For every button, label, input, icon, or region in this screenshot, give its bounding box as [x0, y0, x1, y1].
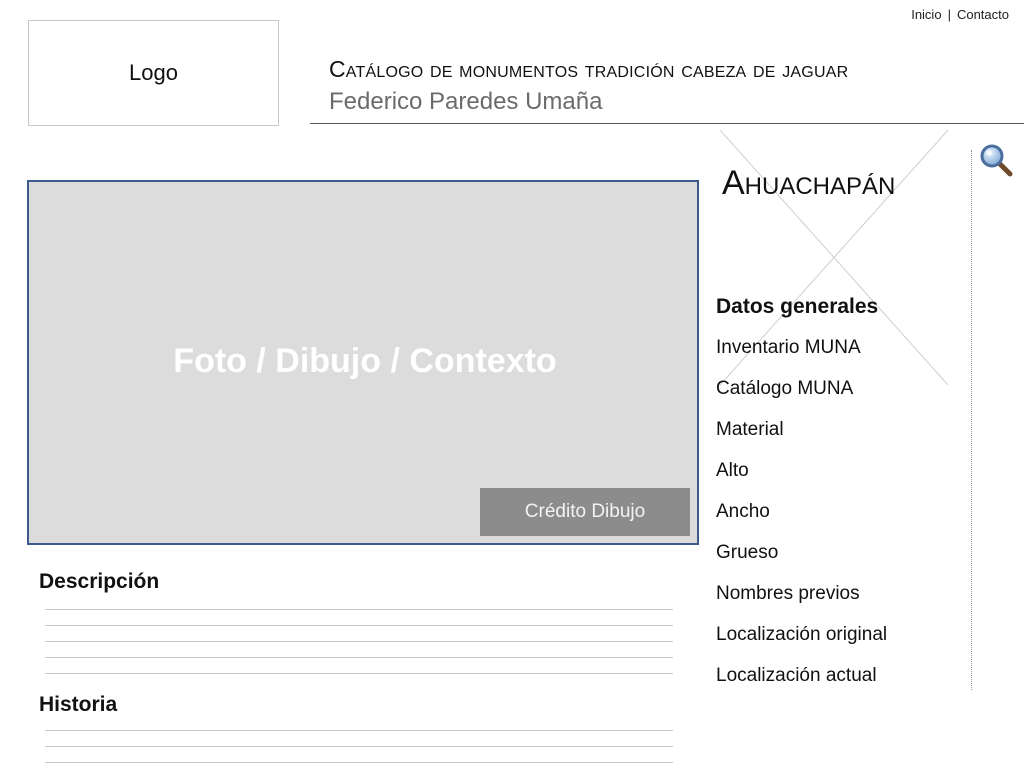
general-data-list: [716, 334, 887, 703]
text-line: [45, 626, 673, 642]
text-line: [45, 594, 673, 610]
field-catalogo-muna: Catálogo MUNA: [716, 378, 854, 399]
field-ancho: Ancho: [716, 501, 770, 522]
field-grueso: Grueso: [716, 542, 779, 563]
field-localizacion-original: Localización original: [716, 624, 888, 645]
text-line: [45, 642, 673, 658]
text-line: [45, 658, 673, 674]
field-localizacion-actual: Localización actual: [716, 665, 877, 686]
text-line: [45, 715, 673, 731]
logo[interactable]: [28, 20, 279, 126]
credit-button[interactable]: Crédito Dibujo: [480, 488, 690, 536]
search-icon[interactable]: [978, 142, 1014, 178]
top-nav: [911, 7, 1009, 22]
description-heading: Descripción: [39, 570, 160, 593]
description-text-area[interactable]: [45, 594, 673, 674]
history-heading: Historia: [39, 693, 118, 716]
text-line: [45, 731, 673, 747]
general-data-heading: Datos generales: [716, 295, 879, 318]
sidebar-divider: [971, 150, 972, 690]
field-nombres-previos: Nombres previos: [716, 583, 860, 604]
field-alto: Alto: [716, 460, 749, 481]
logo-label: Logo: [129, 60, 178, 85]
page-title: Catálogo de monumentos tradición cabeza de jaguar: [329, 56, 849, 82]
author-name: Federico Paredes Umaña: [329, 88, 603, 115]
media-placeholder-label: Foto / Dibujo / Contexto: [173, 342, 557, 380]
nav-contact-link[interactable]: Contacto: [956, 7, 1009, 22]
nav-home-link[interactable]: Inicio: [911, 7, 942, 22]
field-material: Material: [716, 419, 784, 440]
text-line: [45, 610, 673, 626]
field-inventario-muna: Inventario MUNA: [716, 337, 861, 358]
region-title: Ahuachapán: [722, 164, 896, 202]
header-divider: [310, 123, 1024, 124]
history-text-area[interactable]: [45, 715, 673, 763]
text-line: [45, 747, 673, 763]
nav-separator: |: [947, 7, 951, 22]
